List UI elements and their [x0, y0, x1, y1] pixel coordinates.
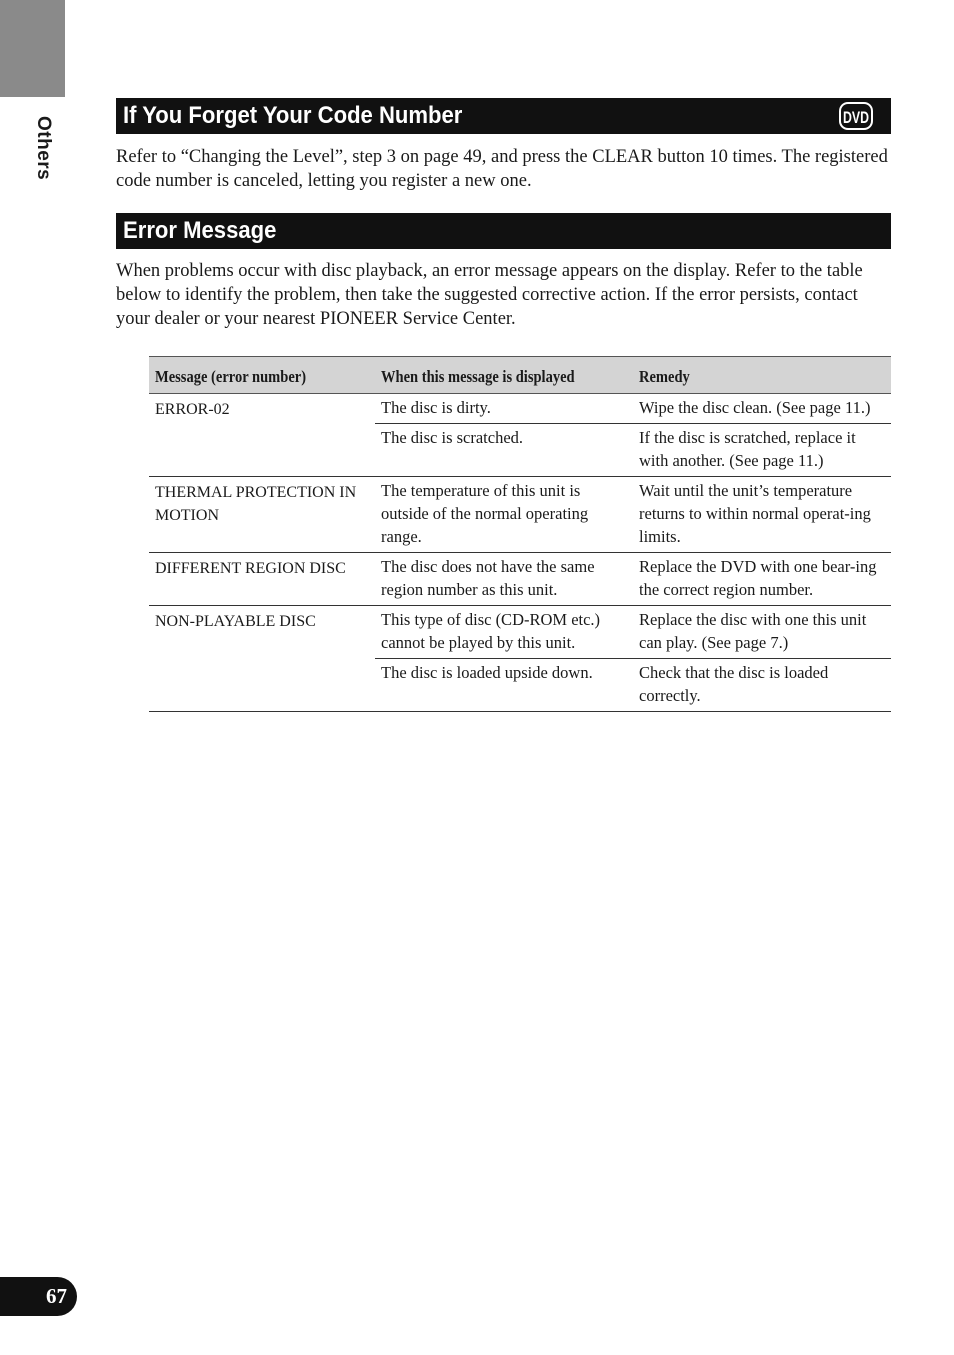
column-header-when: When this message is displayed — [375, 357, 633, 394]
cell-when: This type of disc (CD-ROM etc.) cannot be played by this unit. — [375, 606, 633, 659]
cell-remedy: Replace the DVD with one bear-ing the correct region number. — [633, 553, 891, 606]
cell-when: The temperature of this unit is outside of the normal operating range. — [375, 477, 633, 553]
cell-remedy: Wait until the unit’s temperature returns to within normal operat-ing limits. — [633, 477, 891, 553]
cell-when: The disc is dirty. — [375, 394, 633, 424]
cell-when: The disc does not have the same region number as this unit. — [375, 553, 633, 606]
dvd-logo-text: DVD — [843, 108, 869, 127]
table-row — [149, 477, 891, 553]
cell-remedy: If the disc is scratched, replace it with another. (See page 11.) — [633, 424, 891, 477]
table-row — [149, 553, 891, 606]
error-message-table — [149, 356, 891, 712]
column-header-message: Message (error number) — [149, 357, 375, 394]
table-header-row — [149, 357, 891, 394]
heading-error-message — [116, 213, 891, 249]
section-tab-marker — [0, 0, 65, 97]
column-header-remedy: Remedy — [633, 357, 891, 394]
cell-remedy: Check that the disc is loaded correctly. — [633, 659, 891, 712]
heading-forget-code — [116, 98, 891, 134]
cell-message: DIFFERENT REGION DISC — [149, 553, 375, 606]
cell-message: THERMAL PROTECTION IN MOTION — [149, 477, 375, 553]
error-message-paragraph: When problems occur with disc playback, an error message appears on the display. Refer to the table below to identify the problem, then take the suggested corrective action. If the error persists, contact your dealer or your nearest PIONEER Service Center. — [116, 261, 863, 329]
heading-forget-code-text: If You Forget Your Code Number — [123, 102, 463, 129]
dvd-logo-icon — [838, 101, 874, 131]
cell-when: The disc is loaded upside down. — [375, 659, 633, 712]
section-side-label: Others — [33, 116, 54, 181]
cell-remedy: Wipe the disc clean. (See page 11.) — [633, 394, 891, 424]
page-number: 67 — [0, 1277, 77, 1316]
table-row — [149, 606, 891, 659]
cell-message: NON-PLAYABLE DISC — [149, 606, 375, 712]
cell-remedy: Replace the disc with one this unit can play. (See page 7.) — [633, 606, 891, 659]
cell-message: ERROR-02 — [149, 394, 375, 477]
table-row — [149, 394, 891, 424]
heading-error-message-text: Error Message — [123, 217, 277, 244]
cell-when: The disc is scratched. — [375, 424, 633, 477]
forget-code-paragraph: Refer to “Changing the Level”, step 3 on page 49, and press the CLEAR button 10 times. The registered code number is canceled, letting you register a new one. — [116, 147, 888, 191]
